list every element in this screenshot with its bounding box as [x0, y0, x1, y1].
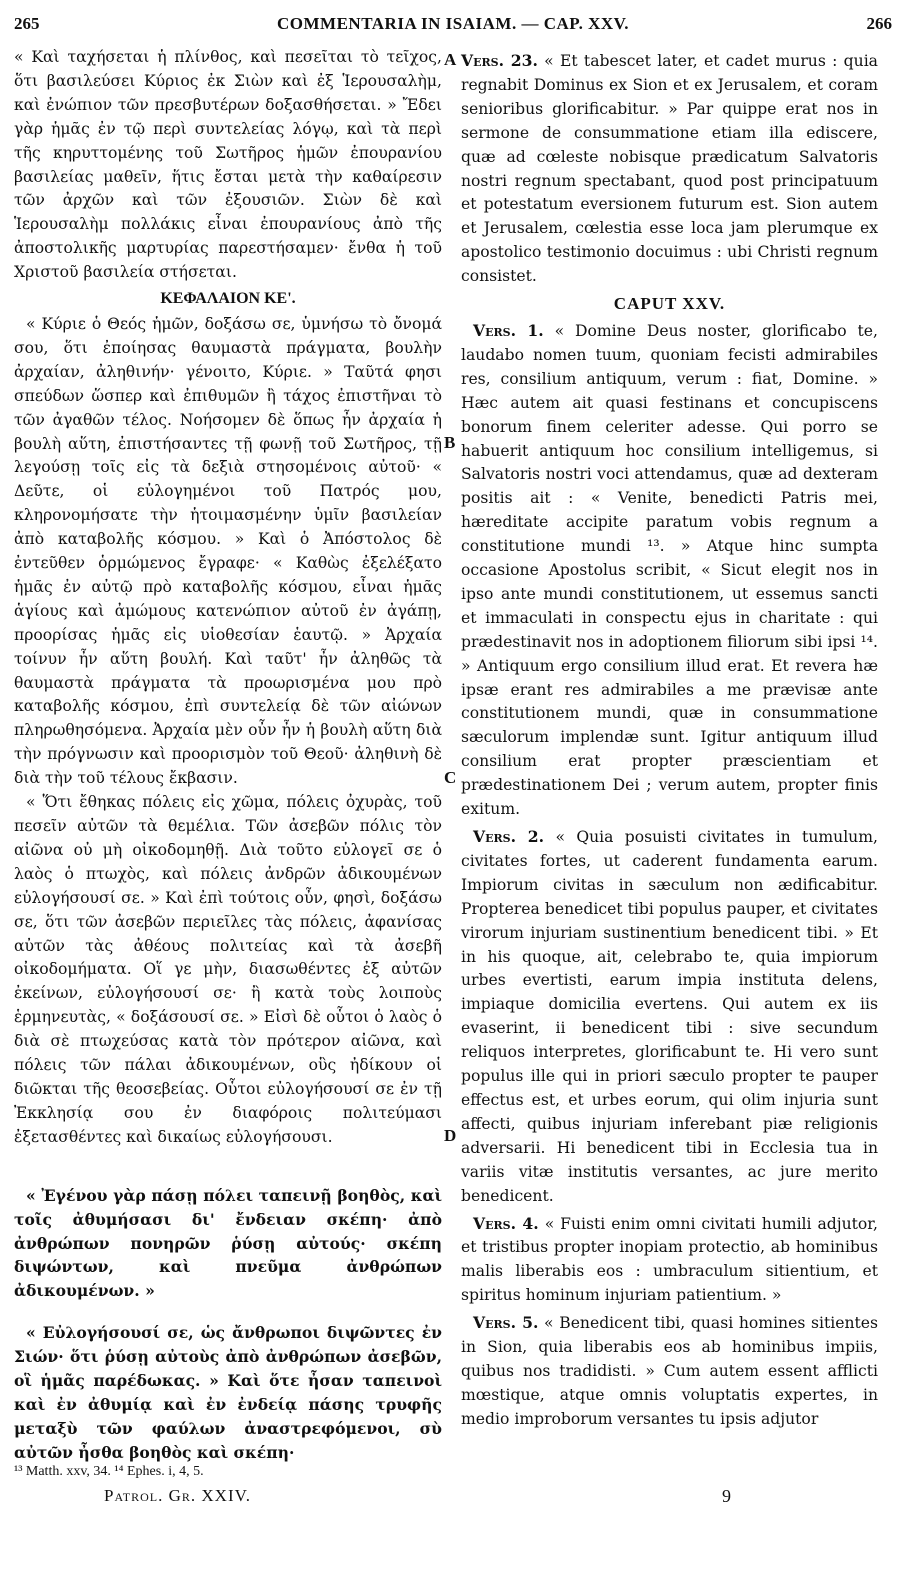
page-number-left: 265	[14, 14, 40, 33]
column-gap	[14, 1303, 442, 1321]
running-head	[14, 14, 892, 40]
greek-paragraph: « Ἐγένου γὰρ πάσῃ πόλει ταπεινῇ βοηθὸς, καὶ τοῖς ἀθυμήσασι δι' ἔνδειαν σκέπη· ἀπὸ ἀνθρώπων πονηρῶν ῥύσῃ αὐτούς· σκέπη διψώντων, καὶ πνεῦμα ἀνθρώπων ἀδικουμένων. »	[14, 1185, 442, 1301]
latin-text: « Benedicent tibi, quasi homines sitientes in Sion, quia liberabis eos ab hominibus impiis, quibus nos tradidisti. » Cum autem essent afflicti mœstique, atque omnis voluptatis expertes, in medio improborum versantes tu ipsis adjutor	[461, 1314, 878, 1428]
greek-paragraph: « Ὅτι ἔθηκας πόλεις εἰς χῶμα, πόλεις ὀχυρὰς, τοῦ πεσεῖν αὐτῶν τὰ θεμέλια. Τῶν ἀσεβῶν πόλις τὸν αἰῶνα οὐ μὴ οἰκοδομηθῇ. Διὰ τοῦτο εὐλογεῖ σε ὁ λαὸς ὁ πτωχὸς, καὶ πόλεις ἀνδρῶν ἀδικουμένων εὐλογήσουσί σε. » Καὶ ἐπὶ τούτοις οὖν, φησὶ, δοξάσω σε, ὅτι τῶν ἀσεβῶν περιεῖλες τὰς πόλεις, ἀφανίσας αὐτῶν τὰς ἀθέους πολιτείας καὶ τὰ ἀσεβῆ οἰκοδομήματα. Οἵ γε μὴν, διασωθέντες ἐξ αὐτῶν ἐκείνων, εὐλογήσουσί σε· ἢ κατὰ τοὺς λοιποὺς ἑρμηνευτὰς, « δοξάσουσί σε. » Εἰσὶ δὲ οὗτοι ὁ λαὸς ὁ διὰ σὲ πτωχεύσας κατὰ τὸν πρότερον αἰῶνα, καὶ πόλεις τῶν πάλαι ἀδικουμένων, οὓς ἠδίκουν οἱ διῶκται τῆς θεοσεβείας. Οὗτοι εὐλογήσουσί σε ἐν τῇ Ἐκκλησίᾳ σου ἐν διαφόροις πολιτεύμασι ἐξετασθέντες καὶ δικαίως εὐλογήσουσι.	[14, 793, 442, 1146]
signature-mark: Patrol. Gr. XXIV.	[104, 1486, 251, 1505]
verse-label: Vers. 23.	[461, 51, 538, 70]
footnotes: ¹³ Matth. xxv, 34. ¹⁴ Ephes. i, 4, 5.	[14, 1464, 204, 1479]
latin-chapter-heading: CAPUT XXV.	[613, 294, 726, 314]
greek-column	[14, 46, 442, 1465]
sheet-number: 9	[722, 1486, 731, 1506]
column-gap	[14, 1150, 442, 1184]
latin-paragraph	[461, 1311, 878, 1432]
latin-text: « Quia posuisti civitates in tumulum, civitates fortes, ut caderent fundamenta earum. Impiorum civitas in sæculum non ædificabitur. Propterea benedicet tibi populus pauper, et civitates virorum injuriam sustinentium benedicent tibi. » Et in his quoque, ait, celebrabo te, quia impiorum urbes evertisti, earum impia instituta delens, impiaque domicilia evertens. Qui autem ex iis evaserint, ii benedicent tibi : sive secundum reliquos interpretes, glorificabunt te. Hi vero sunt populus ille qui in priori sæculo propter te pauper effectus est, et urbes eorum, qui olim injuria sunt affecti, quibus injuriam inferebant piæ religionis adversarii. Hi benedicent tibi in Ecclesia tua in variis vitæ institutis versantes, ac jure merito benedicent.	[461, 828, 878, 1205]
latin-paragraph	[461, 319, 878, 822]
margin-letter-c: C	[444, 768, 457, 787]
margin-letter-a: A	[444, 50, 457, 69]
verse-label: Vers. 4.	[473, 1213, 539, 1233]
page-number-right: 266	[866, 14, 892, 33]
latin-paragraph	[461, 1212, 878, 1309]
latin-column	[461, 46, 878, 1432]
latin-paragraph	[461, 825, 878, 1209]
latin-text: « Domine Deus noster, glorificabo te, laudabo nomen tuum, quoniam fecisti admirabiles res, consilium antiquum, verum : fiat, Domine. » Hæc autem ait quasi festinans et concupiscens bonorum finem celeriter adesse. Qui porro se habuerit antiquum hoc consilium intelligemus, si Salvatoris nostri voci attendamus, quæ ad dexteram positis ait : « Venite, benedicti Patris mei, hæreditate accipite paratum vobis regnum a constitutione mundi ¹³. » Atque hinc sumpta occasione Apostolus scribit, « Sicut elegit nos in ipso ante mundi constitutionem, ut essemus sancti et immaculati in conspectu ejus in charitate : qui prædestinavit nos in adoptionem filiorum sibi ipsi ¹⁴. » Antiquum ergo consilium illud erat. Et revera hæ ipsæ erant res admirabiles a me prævisæ ante constitutionem mundi, quæ in consummatione sæculorum implendæ sunt. Igitur antiquum illud consilium erat propter præscientiam et prædestinationem Dei ; verum autem, propter finis exitum.	[461, 321, 878, 819]
margin-letter-b: B	[444, 433, 456, 452]
greek-paragraph: « Καὶ ταχήσεται ἡ πλίνθος, καὶ πεσεῖται τὸ τεῖχος, ὅτι βασιλεύσει Κύριος ἐκ Σιὼν καὶ ἐξ Ἱερουσαλὴμ, καὶ ἐνώπιον τῶν πρεσβυτέρων δοξασθήσεται. » Ἔδει γὰρ ἡμᾶς ἐν τῷ περὶ συντελείας λόγῳ, καὶ τὰ περὶ τῆς κηρυττομένης τοῦ Σωτῆρος ἡμῶν ἐπουρανίου βασιλείας μαθεῖν, ἥτις ἔσται μετὰ τὴν καθαίρεσιν τῶν ἀρχῶν καὶ τῶν ἐξουσιῶν. Σιὼν δὲ καὶ Ἱερουσαλὴμ πολλάκις εἶναι ἐπουρανίους ἀπὸ τῆς ἀποστολικῆς μαρτυρίας παρεστήσαμεν· ἔνθα ἡ τοῦ Χριστοῦ βασιλεία στήσεται.	[14, 48, 442, 282]
margin-letter-d: D	[444, 1126, 457, 1145]
latin-text: « Fuisti enim omni civitati humili adjutor, et tristibus propter inopiam protectio, ab hominibus malis liberabis eos : umbraculum sitientium, et spiritus hominum injuriam patientium. »	[461, 1214, 878, 1305]
latin-text: « Et tabescet later, et cadet murus : quia regnabit Dominus ex Sion et ex Jerusalem, et coram senioribus glorificabitur. » Par quippe erat nos in sermone de consummatione etiam illa ediscere, quæ ad cœleste nobisque prædicatum Salvatoris nostri regnum spectabant, quod post principatuum et potestatum eversionem futurum est. Sion autem et Jerusalem, cœlestia esse loca jam plerumque ex apostolico testimonio docuimus : ubi Christi regnum consistet.	[461, 52, 878, 286]
verse-label: Vers. 1.	[473, 320, 544, 340]
greek-paragraph: « Κύριε ὁ Θεός ἡμῶν, δοξάσω σε, ὑμνήσω τὸ ὄνομά σου, ὅτι ἐποίησας θαυμαστὰ πράγματα, βουλὴν ἀρχαίαν, ἀληθινήν· γένοιτο, Κύριε. » Ταῦτά φησι σπεύδων ὥσπερ καὶ ἐπιθυμῶν ἢ τάχος ἐπιστῆναι τὸ τῶν ἀγαθῶν τέλος. Νοήσομεν δὲ ὅπως ἦν ἀρχαία ἡ βουλὴ αὕτη, ἐπιστήσαντες τῇ φωνῇ τοῦ Σωτῆρος, τῇ λεγούσῃ τοῖς εἰς τὰ δεξιὰ στησομένοις αὐτοῦ· « Δεῦτε, οἱ εὐλογημένοι τοῦ Πατρός μου, κληρονομήσατε τὴν ἡτοιμασμένην ὑμῖν βασιλείαν ἀπὸ καταβολῆς κόσμου. » Καὶ ὁ Ἀπόστολος δὲ ἐντεῦθεν ὁρμώμενος ἔγραφε· « Καθὼς ἐξελέξατο ἡμᾶς ἐν αὐτῷ πρὸ καταβολῆς κόσμου, εἶναι ἡμᾶς ἁγίους καὶ ἀμώμους κατενώπιον αὐτοῦ ἐν ἀγάπῃ, προορίσας ἡμᾶς εἰς υἱοθεσίαν ἑαυτῷ. » Ἀρχαία τοίνυν ἦν αὕτη βουλή. Καὶ ταῦτ' ἦν ἀληθῶς τὰ θαυμαστὰ πράγματα τὰ προωρισμένα μου πρὸ καταβολῆς κόσμου, ἐπὶ συντελείᾳ δὲ τῶν αἰώνων πληρωθησόμενα. Ἀρχαία μὲν οὖν ἦν ἡ βουλὴ αὕτη διὰ τὴν πρόγνωσιν καὶ προορισμὸν τοῦ Θεοῦ· ἀληθινὴ δὲ διὰ τὴν τοῦ τέλους ἔκβασιν.	[14, 314, 442, 788]
latin-paragraph	[461, 49, 878, 289]
greek-paragraph: « Εὐλογήσουσί σε, ὡς ἄνθρωποι διψῶντες ἐν Σιών· ὅτι ῥύσῃ αὐτοὺς ἀπὸ ἀνθρώπων ἀσεβῶν, οἳ ἡμᾶς παρέδωκας. » Καὶ ὅτε ἦσαν ταπεινοὶ καὶ ἐν ἀθυμίᾳ καὶ ἐν ἐνδείᾳ πάσης τρυφῆς μεταξὺ τῶν φαύλων ἀναστρεφόμενοι, σὺ αὐτῶν ἦσθα βοηθὸς καὶ σκέπη·	[14, 1323, 442, 1462]
verse-label: Vers. 5.	[473, 1313, 539, 1333]
running-title: COMMENTARIA IN ISAIAM. — CAP. XXV.	[277, 14, 629, 33]
greek-chapter-heading: ΚΕΦΑΛΑΙΟΝ ΚΕ'.	[160, 290, 296, 308]
verse-label: Vers. 2.	[473, 827, 545, 846]
